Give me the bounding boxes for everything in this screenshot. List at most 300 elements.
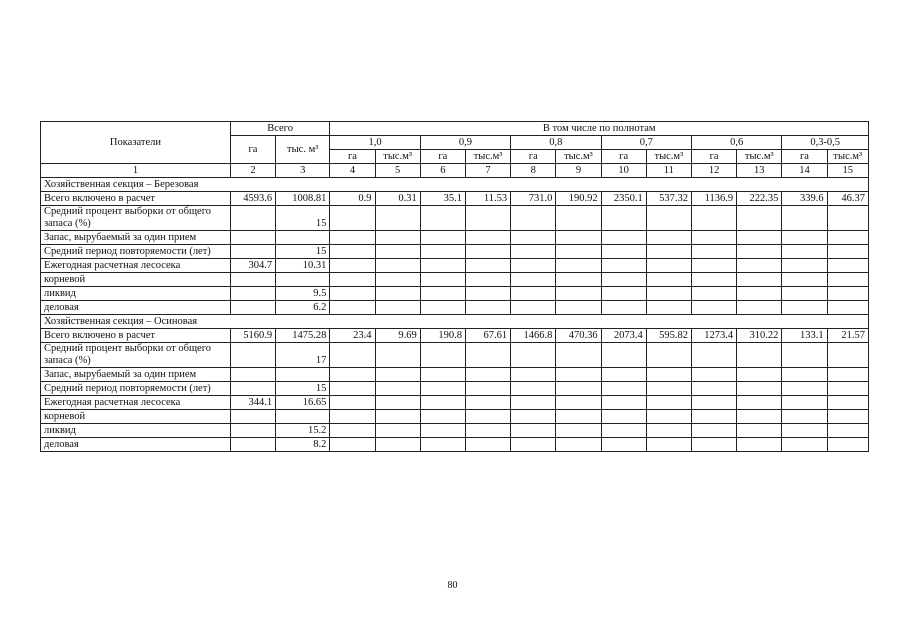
- table-cell: [737, 206, 782, 231]
- table-row: [41, 206, 869, 231]
- table-cell: [737, 231, 782, 245]
- table-cell: 1008.81: [276, 192, 330, 206]
- table-cell: [782, 396, 827, 410]
- table-cell: [420, 206, 465, 231]
- table-cell: [601, 287, 646, 301]
- table-cell: 190.92: [556, 192, 601, 206]
- header-density-5: 0,3-0,5: [782, 136, 869, 150]
- table-cell: [691, 287, 736, 301]
- table-row: [41, 382, 869, 396]
- table-cell: 0.9: [330, 192, 375, 206]
- table-cell: [737, 287, 782, 301]
- table-cell: [782, 273, 827, 287]
- table-cell: [375, 343, 420, 368]
- table-cell: 731.0: [511, 192, 556, 206]
- table-cell: [646, 273, 691, 287]
- table-cell: [646, 231, 691, 245]
- table-cell: 15.2: [276, 424, 330, 438]
- column-number: 8: [511, 164, 556, 178]
- table-cell: [737, 245, 782, 259]
- table-cell: [375, 259, 420, 273]
- table-cell: 344.1: [230, 396, 275, 410]
- table-cell: [691, 343, 736, 368]
- table-cell: 15: [276, 382, 330, 396]
- header-unit-ga: га: [330, 150, 375, 164]
- table-cell: [601, 231, 646, 245]
- row-label: Запас, вырубаемый за один прием: [41, 231, 231, 245]
- table-cell: [420, 301, 465, 315]
- table-cell: [511, 287, 556, 301]
- table-cell: [375, 231, 420, 245]
- table-cell: [737, 424, 782, 438]
- table-cell: [420, 410, 465, 424]
- table-row: [41, 343, 869, 368]
- table-cell: [646, 396, 691, 410]
- table-cell: [827, 273, 868, 287]
- row-label: ликвид: [41, 287, 231, 301]
- table-cell: 23.4: [330, 329, 375, 343]
- row-label: Средний процент выборки от общего запаса (%): [41, 206, 231, 231]
- table-cell: [330, 259, 375, 273]
- table-cell: [691, 231, 736, 245]
- table-cell: [556, 273, 601, 287]
- table-cell: [375, 382, 420, 396]
- table-cell: [556, 343, 601, 368]
- column-number: 12: [691, 164, 736, 178]
- table-cell: [230, 287, 275, 301]
- table-cell: [511, 382, 556, 396]
- table-row: [41, 424, 869, 438]
- table-cell: [375, 206, 420, 231]
- table-cell: [601, 273, 646, 287]
- header-unit-volume: тыс.м³: [646, 150, 691, 164]
- header-total-ga: га: [230, 136, 275, 164]
- table-cell: [556, 301, 601, 315]
- table-cell: 304.7: [230, 259, 275, 273]
- table-cell: [420, 368, 465, 382]
- table-cell: [782, 231, 827, 245]
- table-cell: [465, 382, 510, 396]
- table-cell: [330, 343, 375, 368]
- table-cell: [601, 259, 646, 273]
- table-cell: [465, 287, 510, 301]
- table-row: [41, 259, 869, 273]
- header-total: Всего: [230, 122, 329, 136]
- table-cell: [782, 424, 827, 438]
- header-unit-volume: тыс.м³: [465, 150, 510, 164]
- table-cell: [276, 410, 330, 424]
- table-cell: [511, 424, 556, 438]
- header-unit-ga: га: [782, 150, 827, 164]
- table-cell: [827, 424, 868, 438]
- table-cell: [737, 438, 782, 452]
- table-cell: 1136.9: [691, 192, 736, 206]
- table-cell: [782, 245, 827, 259]
- table-cell: [601, 410, 646, 424]
- table-cell: [691, 382, 736, 396]
- table-cell: [465, 368, 510, 382]
- table-cell: [737, 410, 782, 424]
- table-cell: [276, 273, 330, 287]
- table-cell: [230, 410, 275, 424]
- table-row: [41, 396, 869, 410]
- table-cell: 1273.4: [691, 329, 736, 343]
- table-cell: [646, 287, 691, 301]
- table-cell: 67.61: [465, 329, 510, 343]
- table-cell: 9.5: [276, 287, 330, 301]
- table-cell: [330, 273, 375, 287]
- table-cell: [465, 259, 510, 273]
- header-total-volume: тыс. м³: [276, 136, 330, 164]
- table-cell: [375, 410, 420, 424]
- header-density-0: 1,0: [330, 136, 420, 150]
- table-cell: [782, 287, 827, 301]
- table-cell: [511, 259, 556, 273]
- table-cell: [737, 382, 782, 396]
- header-unit-volume: тыс.м³: [556, 150, 601, 164]
- column-number: 14: [782, 164, 827, 178]
- table-row: [41, 192, 869, 206]
- table-cell: [375, 245, 420, 259]
- table-cell: 1475.28: [276, 329, 330, 343]
- table-cell: [511, 438, 556, 452]
- table-cell: 17: [276, 343, 330, 368]
- column-number: 2: [230, 164, 275, 178]
- header-unit-volume: тыс.м³: [827, 150, 868, 164]
- table-cell: [230, 273, 275, 287]
- table-cell: [465, 396, 510, 410]
- table-cell: [737, 396, 782, 410]
- table-cell: [827, 206, 868, 231]
- row-label: Всего включено в расчет: [41, 329, 231, 343]
- row-label: Ежегодная расчетная лесосека: [41, 259, 231, 273]
- header-unit-ga: га: [691, 150, 736, 164]
- table-cell: [330, 231, 375, 245]
- table-cell: [691, 245, 736, 259]
- table-cell: [691, 301, 736, 315]
- table-cell: [827, 396, 868, 410]
- table-row: [41, 329, 869, 343]
- table-cell: [691, 396, 736, 410]
- table-row: [41, 368, 869, 382]
- table-cell: [465, 301, 510, 315]
- table-cell: [465, 273, 510, 287]
- table-cell: 310.22: [737, 329, 782, 343]
- table-cell: [465, 245, 510, 259]
- table-cell: [646, 343, 691, 368]
- table-cell: [556, 438, 601, 452]
- table-cell: [556, 424, 601, 438]
- table-cell: 595.82: [646, 329, 691, 343]
- table-cell: [691, 368, 736, 382]
- table-row: [41, 245, 869, 259]
- row-label: корневой: [41, 410, 231, 424]
- table-cell: [420, 438, 465, 452]
- table-cell: [420, 231, 465, 245]
- table-cell: [827, 231, 868, 245]
- table-cell: [511, 273, 556, 287]
- page-number: 80: [447, 580, 458, 591]
- table-cell: [330, 382, 375, 396]
- table-cell: [782, 301, 827, 315]
- table-cell: 537.32: [646, 192, 691, 206]
- table-cell: [330, 410, 375, 424]
- table-cell: [465, 231, 510, 245]
- table-cell: [375, 368, 420, 382]
- table-cell: [330, 396, 375, 410]
- section-title: Хозяйственная секция – Осиновая: [41, 315, 869, 329]
- row-label: ликвид: [41, 424, 231, 438]
- table-cell: [646, 301, 691, 315]
- table-cell: 10.31: [276, 259, 330, 273]
- table-cell: [646, 259, 691, 273]
- table-cell: [230, 245, 275, 259]
- row-label: Ежегодная расчетная лесосека: [41, 396, 231, 410]
- table-cell: 470.36: [556, 329, 601, 343]
- header-unit-ga: га: [511, 150, 556, 164]
- table-cell: 16.65: [276, 396, 330, 410]
- table-cell: [782, 206, 827, 231]
- header-indicators: Показатели: [41, 122, 231, 164]
- header-density-4: 0,6: [691, 136, 781, 150]
- table-cell: [511, 206, 556, 231]
- row-label: Всего включено в расчет: [41, 192, 231, 206]
- header-unit-ga: га: [601, 150, 646, 164]
- table-cell: [782, 382, 827, 396]
- table-cell: [375, 287, 420, 301]
- table-cell: 190.8: [420, 329, 465, 343]
- table-cell: [691, 410, 736, 424]
- table-cell: 0.31: [375, 192, 420, 206]
- table-cell: [601, 206, 646, 231]
- table-cell: [556, 231, 601, 245]
- table-cell: [511, 368, 556, 382]
- table-cell: 11.53: [465, 192, 510, 206]
- row-label: Средний период повторяемости (лет): [41, 245, 231, 259]
- table-cell: [737, 259, 782, 273]
- table-cell: [465, 343, 510, 368]
- table-cell: 2350.1: [601, 192, 646, 206]
- table-cell: [375, 273, 420, 287]
- table-cell: [511, 396, 556, 410]
- table-cell: [420, 424, 465, 438]
- table-cell: [601, 368, 646, 382]
- table-cell: [420, 245, 465, 259]
- table-cell: [465, 424, 510, 438]
- column-number: 7: [465, 164, 510, 178]
- table-cell: [511, 245, 556, 259]
- table-cell: [556, 410, 601, 424]
- table-row: [41, 273, 869, 287]
- table-row: [41, 287, 869, 301]
- header-by-density: В том числе по полнотам: [330, 122, 869, 136]
- table-cell: [601, 382, 646, 396]
- column-number: 11: [646, 164, 691, 178]
- row-label: деловая: [41, 438, 231, 452]
- table-cell: [737, 301, 782, 315]
- table-cell: [420, 396, 465, 410]
- table-cell: [511, 343, 556, 368]
- table-cell: [827, 438, 868, 452]
- header-unit-volume: тыс.м³: [737, 150, 782, 164]
- table-cell: [556, 206, 601, 231]
- table-cell: [330, 438, 375, 452]
- column-number: 13: [737, 164, 782, 178]
- table-cell: [276, 231, 330, 245]
- table-cell: [330, 206, 375, 231]
- table-cell: [556, 368, 601, 382]
- table-cell: [330, 245, 375, 259]
- table-row: [41, 438, 869, 452]
- table-cell: [375, 438, 420, 452]
- table-cell: [420, 382, 465, 396]
- table-cell: [230, 301, 275, 315]
- table-cell: 2073.4: [601, 329, 646, 343]
- table-cell: [556, 396, 601, 410]
- table-cell: 133.1: [782, 329, 827, 343]
- table-cell: [601, 424, 646, 438]
- table-cell: [511, 301, 556, 315]
- row-label: Средний процент выборки от общего запаса (%): [41, 343, 231, 368]
- table-cell: [601, 343, 646, 368]
- table-cell: [691, 424, 736, 438]
- table-cell: [646, 206, 691, 231]
- table-cell: [737, 343, 782, 368]
- table-cell: 8.2: [276, 438, 330, 452]
- table-cell: [375, 396, 420, 410]
- table-cell: 5160.9: [230, 329, 275, 343]
- table-row: [41, 301, 869, 315]
- table-cell: [230, 382, 275, 396]
- table-cell: [276, 368, 330, 382]
- table-cell: [737, 368, 782, 382]
- column-number: 10: [601, 164, 646, 178]
- row-label: Средний период повторяемости (лет): [41, 382, 231, 396]
- table-cell: [601, 396, 646, 410]
- table-cell: [782, 368, 827, 382]
- table-cell: [556, 382, 601, 396]
- table-cell: [646, 438, 691, 452]
- table-cell: [420, 273, 465, 287]
- table-cell: [827, 287, 868, 301]
- table-cell: [827, 343, 868, 368]
- row-label: деловая: [41, 301, 231, 315]
- table-cell: [737, 273, 782, 287]
- table-cell: [601, 245, 646, 259]
- table-cell: [465, 206, 510, 231]
- table-cell: [782, 410, 827, 424]
- table-cell: [556, 287, 601, 301]
- table-cell: [782, 438, 827, 452]
- table-cell: [465, 410, 510, 424]
- table-cell: [230, 206, 275, 231]
- column-number: 5: [375, 164, 420, 178]
- table-cell: [420, 287, 465, 301]
- header-density-2: 0,8: [511, 136, 601, 150]
- table-cell: [827, 301, 868, 315]
- table-cell: [782, 259, 827, 273]
- table-cell: [691, 259, 736, 273]
- table-cell: [465, 438, 510, 452]
- table-cell: 4593.6: [230, 192, 275, 206]
- column-number: 9: [556, 164, 601, 178]
- table-cell: [420, 259, 465, 273]
- table-cell: [511, 231, 556, 245]
- table-row: [41, 231, 869, 245]
- table-cell: [230, 343, 275, 368]
- table-cell: [827, 410, 868, 424]
- table-cell: 1466.8: [511, 329, 556, 343]
- table-cell: [601, 301, 646, 315]
- section-title: Хозяйственная секция – Березовая: [41, 178, 869, 192]
- table-cell: [230, 231, 275, 245]
- table-cell: [827, 259, 868, 273]
- table-cell: [230, 368, 275, 382]
- table-cell: 339.6: [782, 192, 827, 206]
- table-cell: [330, 301, 375, 315]
- table-cell: 6.2: [276, 301, 330, 315]
- table-cell: [691, 206, 736, 231]
- table-cell: [230, 424, 275, 438]
- forest-calc-table: [40, 121, 869, 452]
- table-cell: [691, 273, 736, 287]
- header-density-1: 0,9: [420, 136, 510, 150]
- table-cell: [420, 343, 465, 368]
- table-cell: 46.37: [827, 192, 868, 206]
- column-number: 3: [276, 164, 330, 178]
- header-unit-volume: тыс.м³: [375, 150, 420, 164]
- table-cell: 222.35: [737, 192, 782, 206]
- table-row: [41, 410, 869, 424]
- table-cell: 15: [276, 206, 330, 231]
- table-cell: 15: [276, 245, 330, 259]
- section-header-row: [41, 178, 869, 192]
- column-number: 6: [420, 164, 465, 178]
- header-unit-ga: га: [420, 150, 465, 164]
- table-cell: [646, 424, 691, 438]
- table-cell: [601, 438, 646, 452]
- table-cell: 35.1: [420, 192, 465, 206]
- row-label: Запас, вырубаемый за один прием: [41, 368, 231, 382]
- table-cell: [556, 259, 601, 273]
- table-cell: [330, 287, 375, 301]
- table-cell: [782, 343, 827, 368]
- table-cell: [375, 301, 420, 315]
- section-header-row: [41, 315, 869, 329]
- table-cell: [556, 245, 601, 259]
- row-label: корневой: [41, 273, 231, 287]
- table-cell: [827, 382, 868, 396]
- table-cell: [646, 410, 691, 424]
- table-cell: [511, 410, 556, 424]
- table-cell: [330, 368, 375, 382]
- table-cell: [330, 424, 375, 438]
- column-number: 15: [827, 164, 868, 178]
- column-number: 4: [330, 164, 375, 178]
- table-cell: [827, 368, 868, 382]
- header-density-3: 0,7: [601, 136, 691, 150]
- table-cell: [646, 368, 691, 382]
- table-cell: [230, 438, 275, 452]
- table-cell: 21.57: [827, 329, 868, 343]
- table-cell: [691, 438, 736, 452]
- table-cell: [827, 245, 868, 259]
- table-cell: [646, 245, 691, 259]
- table-cell: [646, 382, 691, 396]
- table-cell: 9.69: [375, 329, 420, 343]
- table-cell: [375, 424, 420, 438]
- column-number: 1: [41, 164, 231, 178]
